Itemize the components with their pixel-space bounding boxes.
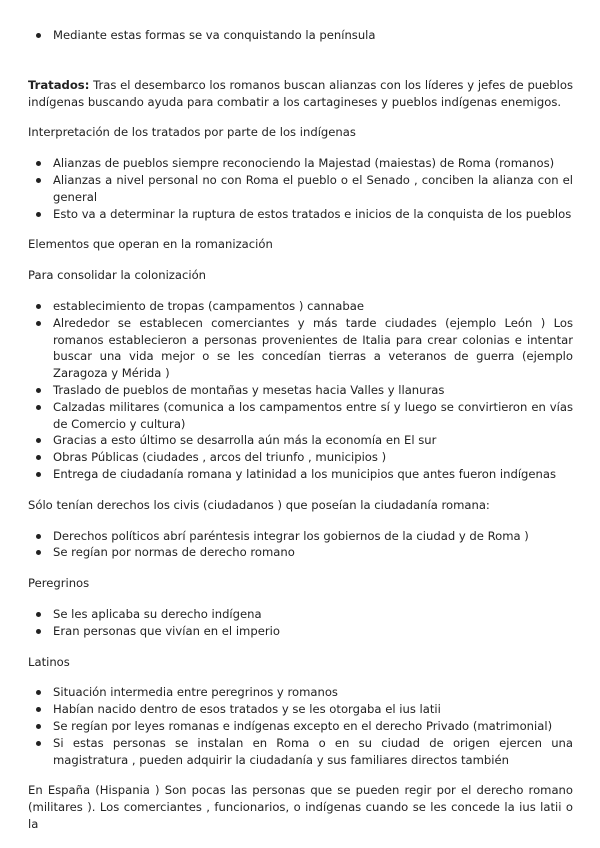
tratados-label: Tratados: — [28, 77, 90, 92]
list-item: Habían nacido dentro de esos tratados y se les otorgaba el ius latii — [28, 701, 573, 718]
list-item: Esto va a determinar la ruptura de estos tratados e inicios de la conquista de los pueblos — [28, 206, 573, 223]
document-content — [28, 27, 573, 833]
list-item: Calzadas militares (comunica a los campamentos entre sí y luego se convirtieron en vías de Comercio y cultura) — [28, 399, 573, 433]
list-item: Traslado de pueblos de montañas y mesetas hacia Valles y llanuras — [28, 382, 573, 399]
list-item: Se regían por normas de derecho romano — [28, 544, 573, 561]
list-item: Derechos políticos abrí paréntesis integrar los gobiernos de la ciudad y de Roma ) — [28, 528, 573, 545]
peregrinos-list — [28, 606, 573, 640]
list-item: Se les aplicaba su derecho indígena — [28, 606, 573, 623]
interpretacion-heading: Interpretación de los tratados por parte de los indígenas — [28, 125, 356, 140]
espana-paragraph: En España (Hispania ) Son pocas las personas que se pueden regir por el derecho romano (militares ). Los comerciantes , funcionarios, o indígenas cuando se les concede la ius latii o la — [28, 783, 573, 831]
list-item: Obras Públicas (ciudades , arcos del triunfo , municipios ) — [28, 449, 573, 466]
list-item: Si estas personas se instalan en Roma o en su ciudad de origen ejercen una magistratura , pueden adquirir la ciudadanía y sus familiares directos también — [28, 735, 573, 769]
list-item: Se regían por leyes romanas e indígenas excepto en el derecho Privado (matrimonial) — [28, 718, 573, 735]
consolidar-list — [28, 298, 573, 483]
derechos-heading: Sólo tenían derechos los civis (ciudadanos ) que poseían la ciudadanía romana: — [28, 497, 490, 512]
list-item: Gracias a esto último se desarrolla aún más la economía en El sur — [28, 432, 573, 449]
elementos-heading: Elementos que operan en la romanización — [28, 237, 273, 252]
list-item: Eran personas que vivían en el imperio — [28, 623, 573, 640]
list-item: Entrega de ciudadanía romana y latinidad a los municipios que antes fueron indígenas — [28, 466, 573, 483]
derechos-list — [28, 528, 573, 562]
latinos-heading: Latinos — [28, 654, 70, 669]
list-item: Situación intermedia entre peregrinos y romanos — [28, 684, 573, 701]
tratados-paragraph — [28, 77, 573, 111]
top-list — [28, 27, 573, 44]
list-item: establecimiento de tropas (campamentos ) cannabae — [28, 298, 573, 315]
list-item: Alianzas a nivel personal no con Roma el pueblo o el Senado , conciben la alianza con el general — [28, 172, 573, 206]
peregrinos-heading: Peregrinos — [28, 576, 90, 591]
list-item: Alrededor se establecen comerciantes y más tarde ciudades (ejemplo León ) Los romanos establecieron a personas provenientes de Italia para crear colonias e intentar buscar una vida mejor o se les concedían tierras a veteranos de guerra (ejemplo Zaragoza y Mérida ) — [28, 315, 573, 382]
interpretacion-list — [28, 155, 573, 222]
tratados-text: Tras el desembarco los romanos buscan alianzas con los líderes y jefes de pueblos indígenas buscando ayuda para combatir a los cartagineses y pueblos indígenas enemigos. — [28, 77, 573, 109]
list-item: Alianzas de pueblos siempre reconociendo la Majestad (maiestas) de Roma (romanos) — [28, 155, 573, 172]
latinos-list — [28, 684, 573, 768]
list-item: Mediante estas formas se va conquistando la península — [28, 27, 573, 44]
consolidar-heading: Para consolidar la colonización — [28, 268, 207, 283]
